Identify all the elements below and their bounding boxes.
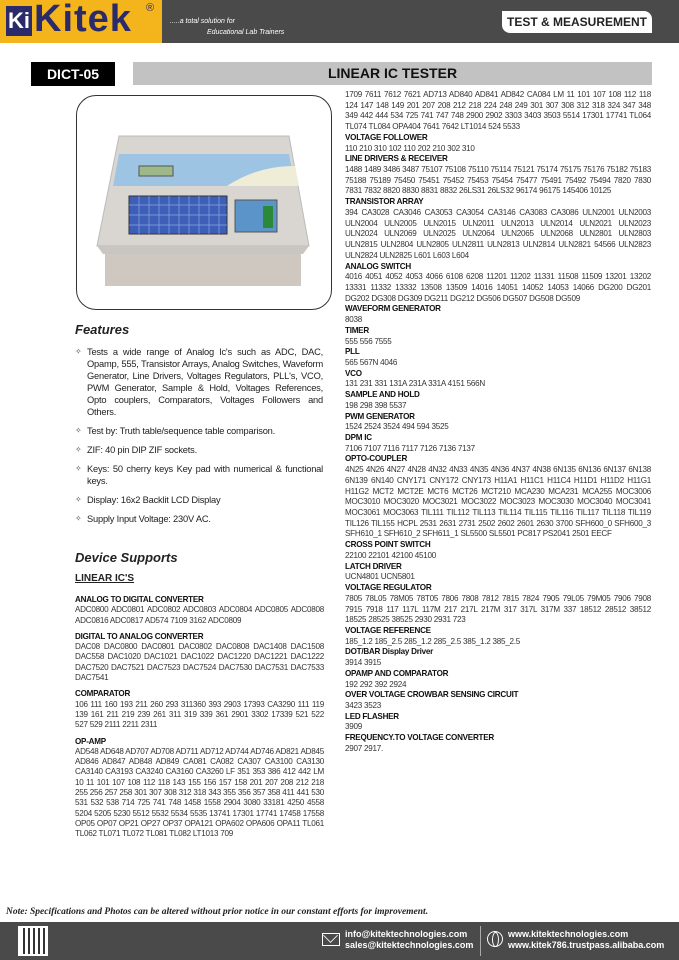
website-link[interactable]: www.kitektechnologies.com — [508, 929, 629, 939]
device-section — [345, 154, 651, 197]
device-section-title: LED FLASHER — [345, 711, 399, 721]
device-section-title: OP-AMP — [75, 736, 106, 746]
device-section — [75, 737, 324, 840]
features-heading: Features — [75, 322, 130, 337]
device-section-title: VOLTAGE FOLLOWER — [345, 132, 428, 142]
device-section-items: 22100 22101 42100 45100 — [345, 550, 437, 560]
kitek-logo — [0, 0, 162, 43]
feature-item: ✧ Display: 16x2 Backlit LCD Display — [75, 494, 323, 506]
device-section-items: 3909 — [345, 722, 363, 732]
ic-tester-illustration — [77, 96, 332, 310]
device-section-title: ANALOG TO DIGITAL CONVERTER — [75, 595, 204, 604]
device-section — [75, 689, 324, 730]
email-block — [345, 929, 473, 951]
device-section-items: 555 556 7555 — [345, 336, 392, 346]
feature-item: ✧ Test by: Truth table/sequence table comparison. — [75, 425, 323, 437]
device-section — [345, 583, 651, 626]
disclaimer-note: Note: Specifications and Photos can be altered without prior notice in our constant efforts for improvement. — [6, 907, 429, 917]
device-section-items: ADC0800 ADC0801 ADC0802 ADC0803 ADC0804 ADC0805 ADC0808 ADC0816 ADC0817 AD574 7109 3162 ADC0809 — [75, 605, 324, 625]
device-section-title: WAVEFORM GENERATOR — [345, 304, 441, 314]
envelope-icon — [322, 933, 340, 946]
globe-icon — [487, 931, 503, 947]
product-code: DICT-05 — [31, 62, 115, 86]
device-section-title: DOT/BAR Display Driver — [345, 647, 434, 657]
device-section — [345, 133, 651, 154]
device-section — [345, 347, 651, 368]
device-section-items: 4N25 4N26 4N27 4N28 4N32 4N33 4N35 4N36 4N37 4N38 6N135 6N136 6N137 6N138 6N139 6N140 CNY171 CNY172 CNY173 H11A1 H11C1 H11C4 H11D1 H11D2 H11G1 H11G2 MCT2 MCT2E MCT6 MCT26 MCT210 MCA230 MCA231 MCA255 MOC3006 MOC3010 MOC3020 MOC3021 MOC3022 MOC3023 MOC3030 MOC3040 MOC3041 MOC3061 MOC3063 TIL111 TIL112 TIL113 TIL114 TIL115 TIL116 TIL117 TIL118 TIL119 TIL126 TIL155 HCPL 2531 2631 2731 2502 2602 2601 2630 3700 SFH600_0 SFH600_3 SFH610_1 SFH610_2 SFH611_1 SL5500 SL5501 PC817 PS2041 2501 EECF — [345, 465, 651, 539]
device-section-items: 192 292 392 2924 — [345, 679, 407, 689]
linear-ics-subheading: LINEAR IC'S — [75, 573, 135, 584]
product-photo — [76, 95, 332, 310]
device-section-title: SAMPLE AND HOLD — [345, 390, 420, 400]
device-section — [345, 197, 651, 261]
device-section-title: TIMER — [345, 325, 369, 335]
device-section-title: OVER VOLTAGE CROWBAR SENSING CIRCUIT — [345, 690, 519, 700]
device-section — [75, 632, 324, 683]
device-section-items: 110 210 310 102 110 202 210 302 310 — [345, 143, 475, 153]
alibaba-link[interactable]: www.kitek786.trustpass.alibaba.com — [508, 940, 665, 950]
feature-item: ✧ Supply Input Voltage: 230V AC. — [75, 513, 323, 525]
device-section — [345, 433, 651, 454]
footer-divider — [480, 926, 481, 956]
device-section — [345, 369, 651, 390]
website-block — [508, 929, 664, 951]
device-supports-heading: Device Supports — [75, 550, 178, 565]
tagline-line-2: Educational Lab Trainers — [207, 29, 285, 36]
device-list-left — [75, 595, 324, 846]
features-list — [75, 346, 323, 532]
device-section-title: CROSS POINT SWITCH — [345, 540, 431, 550]
device-section-title: TRANSISTOR ARRAY — [345, 197, 424, 207]
device-section-items: DAC08 DAC0800 DAC0801 DAC0802 DAC0808 DAC1408 DAC1508 DAC558 DAC1020 DAC1021 DAC1022 DAC1220 DAC1221 DAC1222 DAC7520 DAC7521 DAC7523 DAC7524 DAC7530 DAC7531 DAC7533 DAC7541 — [75, 642, 324, 683]
device-section — [345, 326, 651, 347]
device-section — [345, 90, 651, 133]
email-info-link[interactable]: info@kitektechnologies.com — [345, 929, 468, 939]
device-section-title: OPTO-COUPLER — [345, 454, 408, 464]
device-section — [345, 690, 651, 711]
device-section-title: DIGITAL TO ANALOG CONVERTER — [75, 631, 204, 641]
device-list-right — [345, 90, 651, 755]
device-section-items: 1524 2524 3524 494 594 3525 — [345, 422, 449, 432]
device-section — [345, 412, 651, 433]
device-section-title: COMPARATOR — [75, 689, 131, 699]
device-section — [345, 733, 651, 754]
device-section-title: PWM GENERATOR — [345, 411, 415, 421]
device-section — [345, 390, 651, 411]
device-section-title: ANALOG SWITCH — [345, 261, 411, 271]
device-section — [345, 712, 651, 733]
logo-mark: Ki — [6, 6, 32, 36]
device-section-items: UCN4801 UCN5801 — [345, 572, 415, 582]
device-section-items: 7106 7107 7116 7117 7126 7136 7137 — [345, 443, 475, 453]
device-section-items: 7805 78L05 78M05 78T05 7806 7808 7812 7815 7824 7905 79L05 79M05 7906 7908 7915 7918 117 117L 117M 217 217L 217M 317 317L 317M 337 18512 28512 38512 18525 28525 38525 2930 2931 723 — [345, 593, 651, 625]
device-section-items: 3423 3523 — [345, 700, 382, 710]
device-section-items: 4016 4051 4052 4053 4066 6108 6208 11201 11202 11331 11508 11509 13201 13202 13331 11332 13332 13508 13509 14016 14051 14052 14053 14066 DG200 DG201 DG202 DG308 DG309 DG211 DG212 DG506 DG507 DG508 DG509 — [345, 272, 651, 303]
device-section — [345, 562, 651, 583]
email-sales-link[interactable]: sales@kitektechnologies.com — [345, 940, 474, 950]
device-section-title: LATCH DRIVER — [345, 561, 402, 571]
tagline-line-1: .....a total solution for — [170, 18, 235, 25]
device-section-title: FREQUENCY.TO VOLTAGE CONVERTER — [345, 733, 494, 743]
device-section — [345, 454, 651, 540]
device-section-title: VCO — [345, 368, 362, 378]
product-title: LINEAR IC TESTER — [133, 62, 652, 85]
category-label: TEST & MEASUREMENT — [502, 11, 652, 33]
registered-mark: ® — [146, 2, 155, 14]
device-section-items: 8038 — [345, 315, 363, 325]
device-section-items: 185_1.2 185_2.5 285_1.2 285_2.5 385_1.2 385_2.5 — [345, 636, 521, 646]
device-section-items: 394 CA3028 CA3046 CA3053 CA3054 CA3146 CA3083 CA3086 ULN2001 ULN2003 ULN2004 ULN2005 ULN2015 ULN2011 ULN2013 ULN2014 ULN2021 ULN2023 ULN2024 ULN2069 ULN2025 ULN2064 ULN2065 ULN2068 ULN2801 ULN2803 ULN2815 ULN2804 ULN2805 ULN2811 ULN2813 ULN2814 ULN2821 54566 ULN2823 ULN2824 ULN2825 L601 L603 L604 — [345, 207, 651, 260]
device-section — [345, 647, 651, 668]
device-section-items: 3914 3915 — [345, 658, 382, 668]
device-section-items: 198 298 398 5537 — [345, 400, 407, 410]
device-section-title: DPM IC — [345, 433, 372, 442]
qr-code-icon — [18, 926, 48, 956]
feature-item: ✧ Keys: 50 cherry keys Key pad with numerical & functional keys. — [75, 463, 323, 487]
device-section — [345, 304, 651, 325]
device-section-items: 1709 7611 7612 7621 AD713 AD840 AD841 AD842 CA084 LM 11 101 107 108 112 118 124 147 148 149 201 207 208 212 218 224 248 249 301 307 308 312 318 324 347 348 349 442 444 534 725 741 747 748 2900 2902 3303 3403 3503 5514 17301 17741 TL064 TL074 TL084 OPA404 7641 7642 LT1014 524 5533 — [345, 90, 651, 132]
device-section-items: AD548 AD648 AD707 AD708 AD711 AD712 AD744 AD746 AD821 AD845 AD846 AD847 AD848 AD849 CA081 CA082 CA307 CA3100 CA3130 CA3140 CA3193 CA3240 CA3160 CA3260 LF 351 353 386 412 442 LM 10 11 101 107 108 112 118 143 155 156 157 158 201 207 208 212 218 255 256 257 258 301 307 308 312 318 343 355 356 357 358 411 441 530 531 532 538 714 725 741 748 1458 1558 2904 3080 33181 4250 4558 5204 5205 5230 5512 5532 5534 5535 13741 17301 17741 17458 17558 OP05 OP07 OP21 OP27 OP37 OPA121 OPA602 OPA606 OPA11 TL061 TL062 TL071 TL072 TL081 TL082 LT1013 709 — [75, 746, 324, 839]
header-bar — [0, 0, 679, 43]
device-section-title: LINE DRIVERS & RECEIVER — [345, 154, 448, 164]
device-section — [345, 262, 651, 305]
device-section — [345, 540, 651, 561]
device-section-items: 2907 2917. — [345, 743, 384, 753]
logo-text: Kitek — [34, 0, 132, 40]
footer-bar — [0, 922, 679, 960]
feature-item: ✧ Tests a wide range of Analog Ic's such as ADC, DAC, Opamp, 555, Transistor Arrays, Analog Switches, Waveform Generator, Line Drivers, Voltages Regulators, PLL's, VCO, PWM Generator, Sample & Hold, Voltages References, Opto couplers, Comparators, Voltages Followers and Others. — [75, 346, 323, 418]
device-section-title: OPAMP AND COMPARATOR — [345, 668, 449, 678]
device-section-title: VOLTAGE REGULATOR — [345, 583, 432, 593]
device-section — [75, 595, 324, 626]
device-section-items: 131 231 331 131A 231A 331A 4151 566N — [345, 379, 485, 389]
device-section-title: VOLTAGE REFERENCE — [345, 625, 431, 635]
device-section-items: 1488 1489 3486 3487 75107 75108 75110 75114 75121 75174 75175 75176 75182 75183 75188 75189 75450 75451 75452 75453 75454 75477 75491 75492 75494 7820 7830 7831 7832 8820 8830 8831 8832 26LS31 26LS32 96174 96175 145406 10125 — [345, 165, 651, 196]
device-section — [345, 669, 651, 690]
device-section-title: PLL — [345, 347, 360, 357]
device-section-items: 106 111 160 193 211 260 293 311360 393 2903 17393 CA3290 111 119 139 161 211 219 239 261 311 319 339 361 2901 3302 17339 521 522 527 529 2111 2211 2311 — [75, 699, 324, 730]
device-section — [345, 626, 651, 647]
device-section-items: 565 567N 4046 — [345, 357, 398, 367]
feature-item: ✧ ZIF: 40 pin DIP ZIF sockets. — [75, 444, 323, 456]
